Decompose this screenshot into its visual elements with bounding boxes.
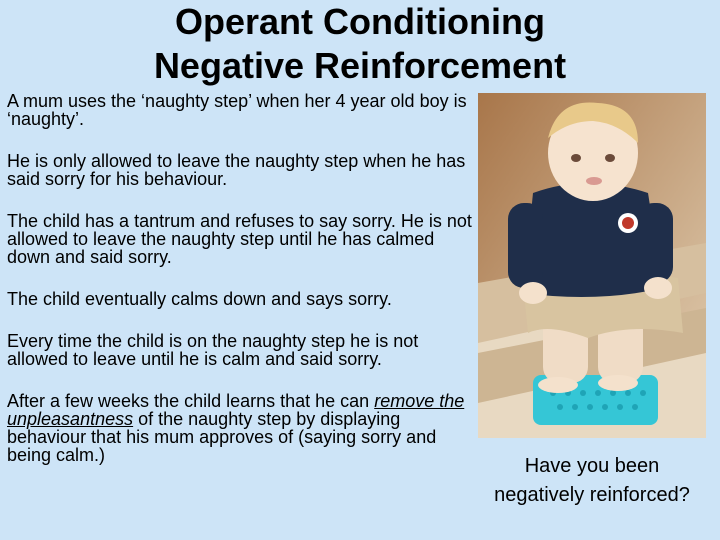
question-caption: Have you been negatively reinforced? — [494, 455, 690, 506]
child-on-naughty-step-photo — [478, 93, 706, 438]
photo-illustration — [478, 93, 706, 438]
paragraph-5: Every time the child is on the naughty step he is not allowed to leave until he is calm and said sorry. — [7, 331, 419, 369]
slide-title — [0, 0, 720, 88]
title-line-1: Operant Conditioning — [175, 1, 545, 42]
paragraph-6-start: After a few weeks the child learns that he can — [7, 391, 375, 411]
title-line-2: Negative Reinforcement — [153, 45, 567, 86]
paragraph-2: He is only allowed to leave the naughty step when he has said sorry for his behaviour. — [7, 151, 466, 189]
paragraph-3: The child has a tantrum and refuses to say sorry. He is not allowed to leave the naughty step until he has calmed down and said sorry. — [7, 211, 472, 267]
emphasis-text: remove the unpleasantness — [7, 391, 465, 429]
paragraph-6-end: of the naughty step by displaying behaviour that his mum approves of (saying sorry and being calm.) — [7, 409, 437, 465]
paragraph-6 — [7, 392, 472, 464]
paragraph-1: A mum uses the ‘naughty step’ when her 4 year old boy is ‘naughty’. — [7, 91, 467, 129]
body-text — [7, 92, 472, 464]
paragraph-4: The child eventually calms down and says sorry. — [7, 289, 392, 309]
